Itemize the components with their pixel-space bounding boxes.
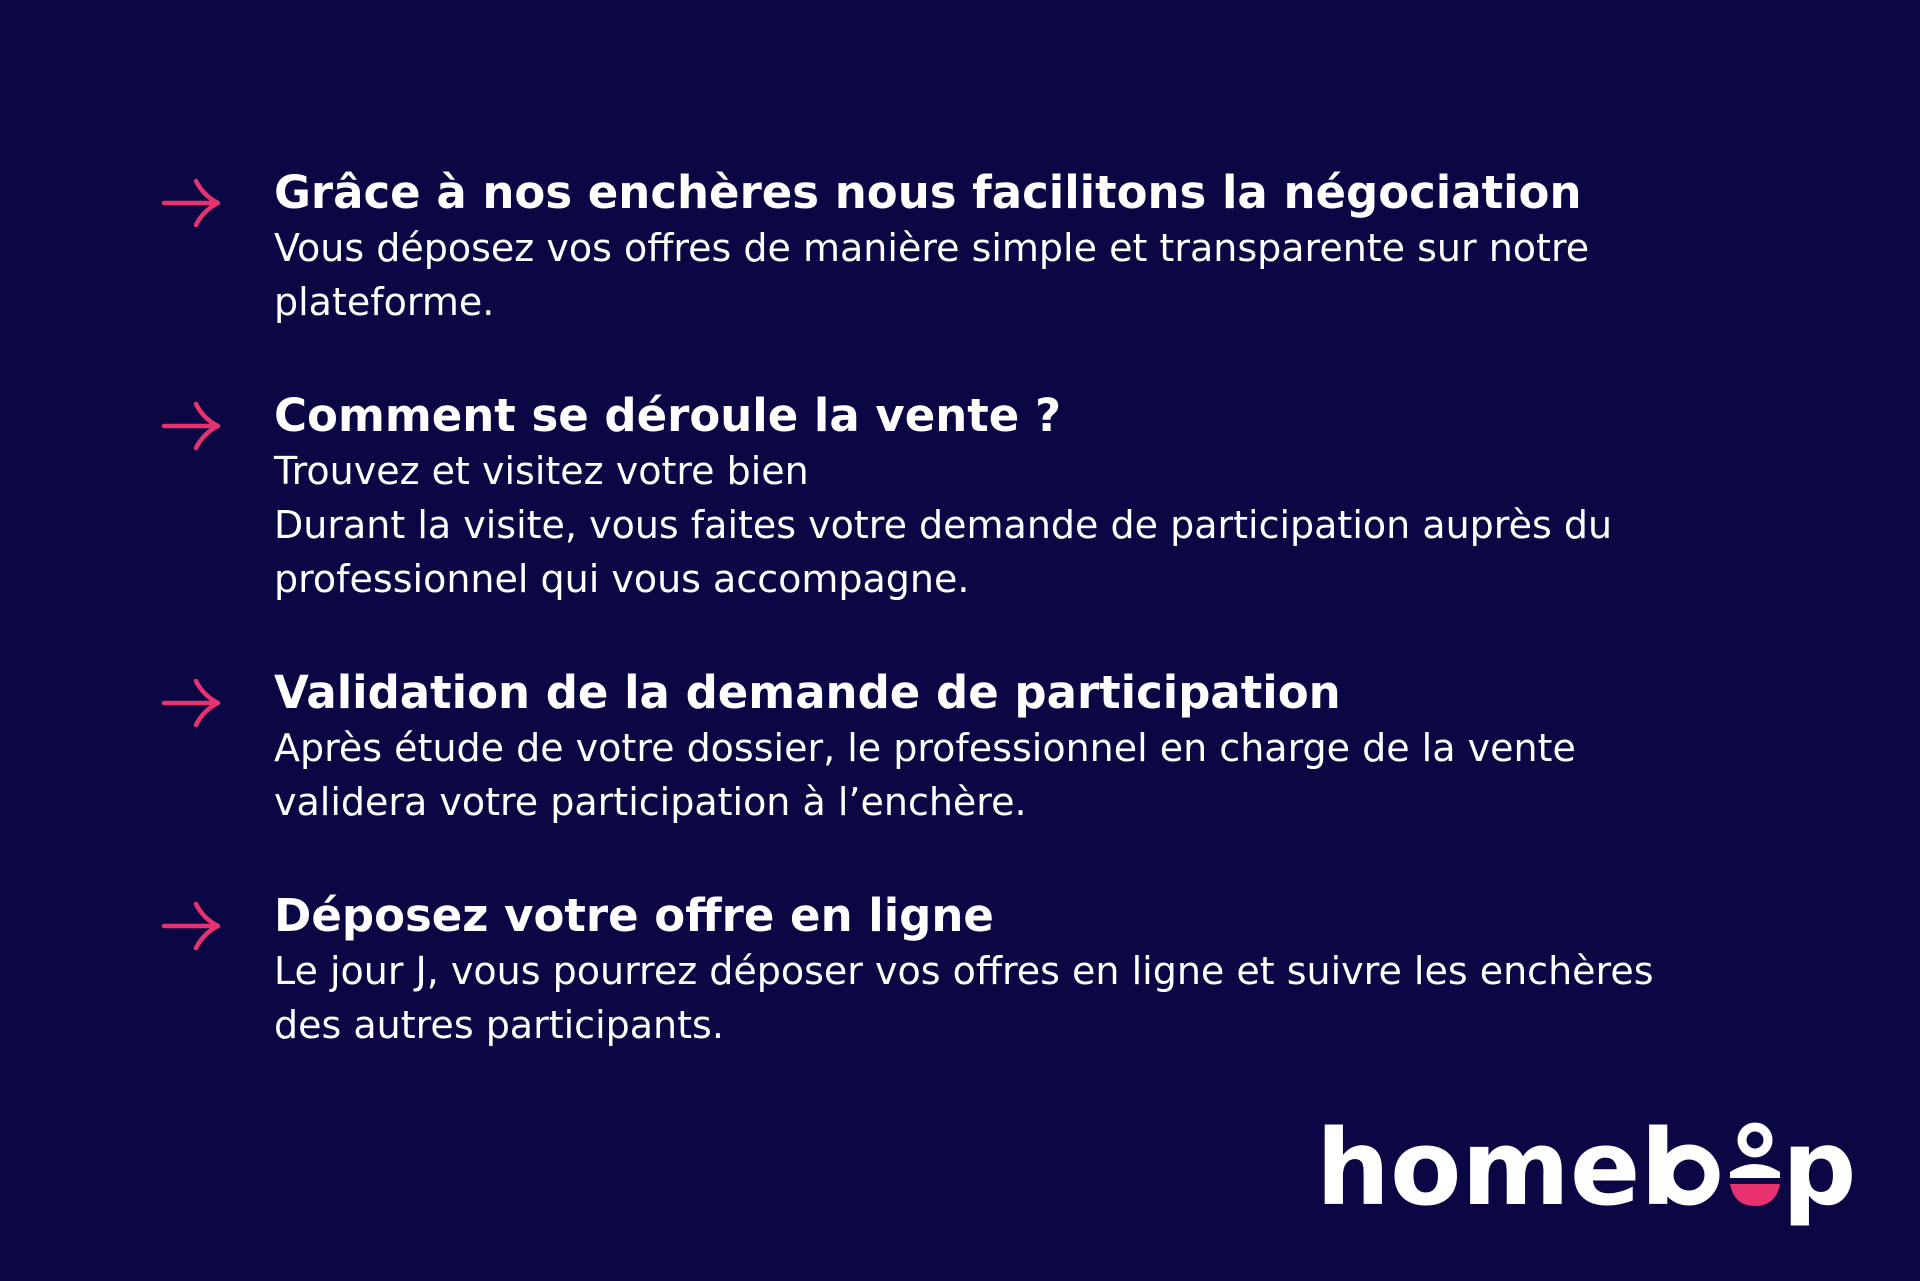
arrow-right-icon [160,898,224,954]
step-title: Grâce à nos enchères nous facilitons la négociation [274,166,1582,219]
step-title: Déposez votre offre en ligne [274,889,994,942]
arrow-right-icon [160,175,224,231]
step-description [274,944,1720,1052]
steps-list [160,165,1720,1052]
logo-wordmark-part: p [1782,1112,1857,1229]
arrow-right-icon [160,675,224,731]
step-description [274,444,1720,606]
step-item [160,665,1720,829]
step-item [160,888,1720,1052]
step-description [274,721,1720,829]
logo-wordmark-part: homel [1316,1112,1677,1229]
step-item [160,388,1720,606]
step-text: Le jour J, vous pourrez déposer vos offres en ligne et suivre les enchères des autres participants. [274,949,1654,1047]
step-text: Durant la visite, vous faites votre demande de participation auprès du professionnel qui vous accompagne. [274,503,1613,601]
step-description [274,221,1720,329]
step-title: Validation de la demande de participation [274,666,1341,719]
arrow-right-icon [160,398,224,454]
step-text: Vous déposez vos offres de manière simple et transparente sur notre plateforme. [274,226,1590,324]
step-text: Trouvez et visitez votre bien [274,449,809,493]
step-text: Après étude de votre dossier, le professionnel en charge de la vente validera votre participation à l’enchère. [274,726,1576,824]
homeloop-logo [1312,1112,1872,1232]
step-item [160,165,1720,329]
step-title: Comment se déroule la vente ? [274,389,1062,442]
